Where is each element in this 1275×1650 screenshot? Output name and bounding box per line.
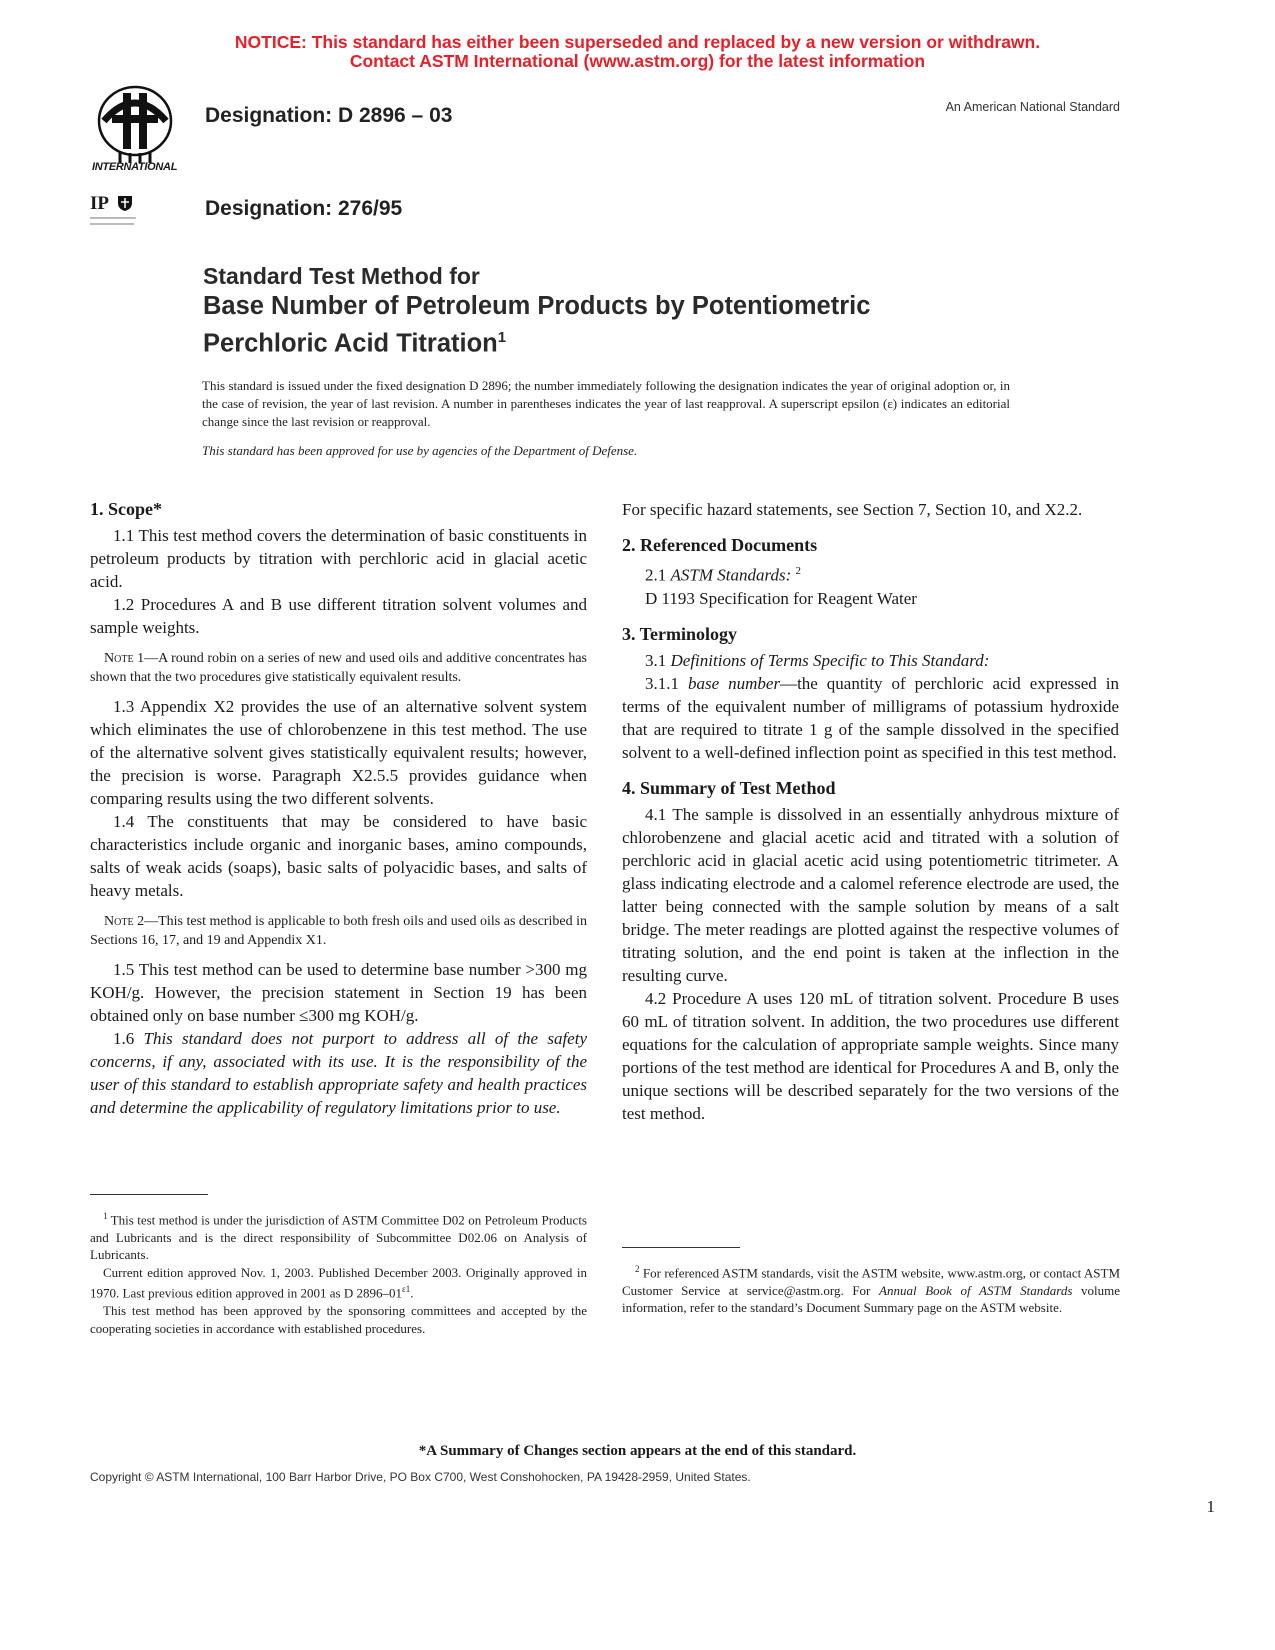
national-standard-label: An American National Standard (945, 100, 1120, 114)
left-column (90, 498, 587, 1119)
para-3-1-1-text: —the quantity of perchloric acid expressed in terms of the equivalent number of milligrams of potassium hydroxide that are required to titrate 1 g of the sample dissolved in the specified solvent to a well-defined inflection point as specified in this test method. (622, 673, 1120, 762)
footnote-1-edition-end: . (410, 1285, 414, 1301)
right-column (622, 498, 1119, 1125)
footnote-1-epsilon: ε1 (401, 1284, 411, 1295)
para-2-1 (622, 560, 1119, 587)
para-1-4: 1.4 The constituents that may be considered to have basic characteristics include organic and inorganic bases, amino compounds, salts of weak acids (soaps), basic salts of polyacidic bases, and salts of heavy metals. (90, 812, 587, 900)
designation-ip: Designation: 276/95 (205, 197, 403, 220)
footnotes-left (90, 1208, 587, 1337)
notice-line-1: NOTICE: This standard has either been superseded and replaced by a new version or withdrawn. (234, 32, 1041, 52)
para-1-5: 1.5 This test method can be used to determine base number >300 mg KOH/g. However, the precision statement in Section 19 has been obtained only on base number ≤300 mg KOH/g. (90, 960, 587, 1025)
note-1-label: Note (104, 651, 134, 666)
dod-approval-statement: This standard has been approved for use by agencies of the Department of Defense. (202, 443, 638, 458)
note-2-label: Note (104, 914, 134, 929)
title-line-1: Standard Test Method for (203, 263, 480, 289)
note-2-text: 2—This test method is applicable to both fresh oils and used oils as described in Sections 16, 17, and 19 and Appendix X1. (90, 914, 587, 948)
para-4-2: 4.2 Procedure A uses 120 mL of titration solvent. Procedure B uses 60 mL of titration solvent. In addition, the two procedures use different equations for the calculation of appropriate sample weights. Since many portions of the test method are identical for Procedures A and B, only the unique sections will be described separately for the two versions of the test method. (622, 988, 1119, 1123)
para-1-2: 1.2 Procedures A and B use different titration solvent volumes and sample weights. (90, 595, 587, 637)
astm-international-logo (90, 83, 190, 178)
section-scope-heading: 1. Scope* (90, 499, 162, 519)
para-1-6-number: 1.6 (113, 1029, 144, 1048)
para-1-1: 1.1 This test method covers the determination of basic constituents in petroleum products by titration with perchloric acid in glacial acetic acid. (90, 526, 587, 591)
footnote-1-mark: 1 (103, 1211, 108, 1221)
astm-logo-text: INTERNATIONAL (92, 161, 178, 173)
page-number: 1 (1206, 1497, 1215, 1516)
footnote-rule-right (622, 1247, 740, 1248)
shield-icon (116, 194, 134, 212)
footnote-rule-left (90, 1194, 208, 1195)
para-1-6-italic: This standard does not purport to address all of the safety concerns, if any, associated with its use. It is the responsibility of the user of this standard to establish appropriate safety and health practices and determine the applicability of regulatory limitations prior to use. (90, 1029, 587, 1117)
para-4-1: 4.1 The sample is dissolved in an essentially anhydrous mixture of chlorobenzene and glacial acetic acid and titrated with a solution of perchloric acid in glacial acetic acid using potentiometric titrimeter. A glass indicating electrode and a calomel reference electrode are used, the latter being connected with the sample solution by means of a salt bridge. The meter readings are plotted against the respective volumes of titrating solution, and the end point is taken at the inflection in the resulting curve. (622, 804, 1119, 985)
ip-logo-text: IP (90, 193, 109, 214)
footnote-1-committee: This test method has been approved by the sponsoring committees and accepted by the cooperating societies in accordance with established procedures. (90, 1303, 587, 1336)
para-3-1-1-number: 3.1.1 (645, 673, 688, 693)
footnote-1-edition-text: Current edition approved Nov. 1, 2003. Published December 2003. Originally approved in 1970. Last previous edition approved in 2001 as D 2896–01 (90, 1264, 587, 1301)
footnote-2-mark: 2 (635, 1264, 640, 1274)
para-3-1-1-term: base number (687, 673, 781, 693)
footnotes-right (622, 1261, 1120, 1317)
document-title (203, 261, 1103, 360)
footnote-2-text-2: volume information, refer to the standard’s Document Summary page on the ASTM website. (622, 1282, 1121, 1316)
title-line-2: Base Number of Petroleum Products by Potentiometric (203, 292, 871, 320)
para-3-1-italic: Definitions of Terms Specific to This Standard: (670, 650, 990, 670)
summary-of-changes-note: *A Summary of Changes section appears at the end of this standard. (418, 1443, 857, 1459)
footnote-2-italic: Annual Book of ASTM Standards (879, 1282, 1073, 1298)
copyright-line: Copyright © ASTM International, 100 Barr Harbor Drive, PO Box C700, West Conshohocken, PA 19428-2959, United States. (90, 1470, 751, 1484)
para-2-1-italic: ASTM Standards: (670, 565, 792, 585)
footnote-1-text: This test method is under the jurisdiction of ASTM Committee D02 on Petroleum Products and Lubricants and is the direct responsibility of Subcommittee D02.06 on Analysis of Lubricants. (90, 1212, 587, 1263)
footnote-2 (622, 1261, 1120, 1317)
para-2-1-number: 2.1 (645, 565, 671, 585)
para-3-1-number: 3.1 (645, 650, 671, 670)
footnote-1-edition (90, 1264, 587, 1302)
footnote-1 (90, 1208, 587, 1264)
note-2 (90, 912, 587, 950)
title-line-3: Perchloric Acid Titration (203, 329, 498, 358)
para-1-6 (90, 1027, 587, 1119)
para-1-6-continued: For specific hazard statements, see Section 7, Section 10, and X2.2. (622, 500, 1083, 519)
footnote-2-text-1: For referenced ASTM standards, visit the ASTM website, www.astm.org, or contact ASTM Customer Service at service@astm.org. For (622, 1265, 1120, 1298)
para-3-1-1 (622, 672, 1119, 764)
para-3-1 (622, 649, 1119, 672)
withdrawal-notice (0, 33, 1275, 71)
section-referenced-heading: 2. Referenced Documents (622, 535, 818, 555)
designation-astm: Designation: D 2896 – 03 (205, 104, 453, 127)
para-1-3: 1.3 Appendix X2 provides the use of an alternative solvent system which eliminates the use of chlorobenzene in this test method. The use of the alternative solvent gives statistically equivalent results; however, the precision is worse. Paragraph X2.5.5 provides guidance when comparing results using the two different solvents. (90, 697, 587, 808)
energy-institute-logo (90, 193, 142, 235)
note-1 (90, 649, 587, 687)
notice-line-2: Contact ASTM International (www.astm.org) for the latest information (349, 51, 926, 71)
section-terminology-heading: 3. Terminology (622, 623, 738, 644)
title-footnote-mark: 1 (497, 329, 507, 346)
section-summary-heading: 4. Summary of Test Method (622, 777, 836, 798)
para-2-1-footnote-mark: 2 (795, 565, 801, 577)
issuance-statement: This standard is issued under the fixed designation D 2896; the number immediately following the designation indicates the year of original adoption or, in the case of revision, the year of last revision. A number in parentheses indicates the year of last reapproval. A superscript epsilon (ε) indicates an editorial change since the last revision or reapproval. (202, 378, 1010, 429)
note-1-text: 1—A round robin on a series of new and used oils and additive concentrates has shown that the two procedures give statistically equivalent results. (90, 651, 587, 685)
referenced-doc-d1193: D 1193 Specification for Reagent Water (645, 588, 917, 608)
